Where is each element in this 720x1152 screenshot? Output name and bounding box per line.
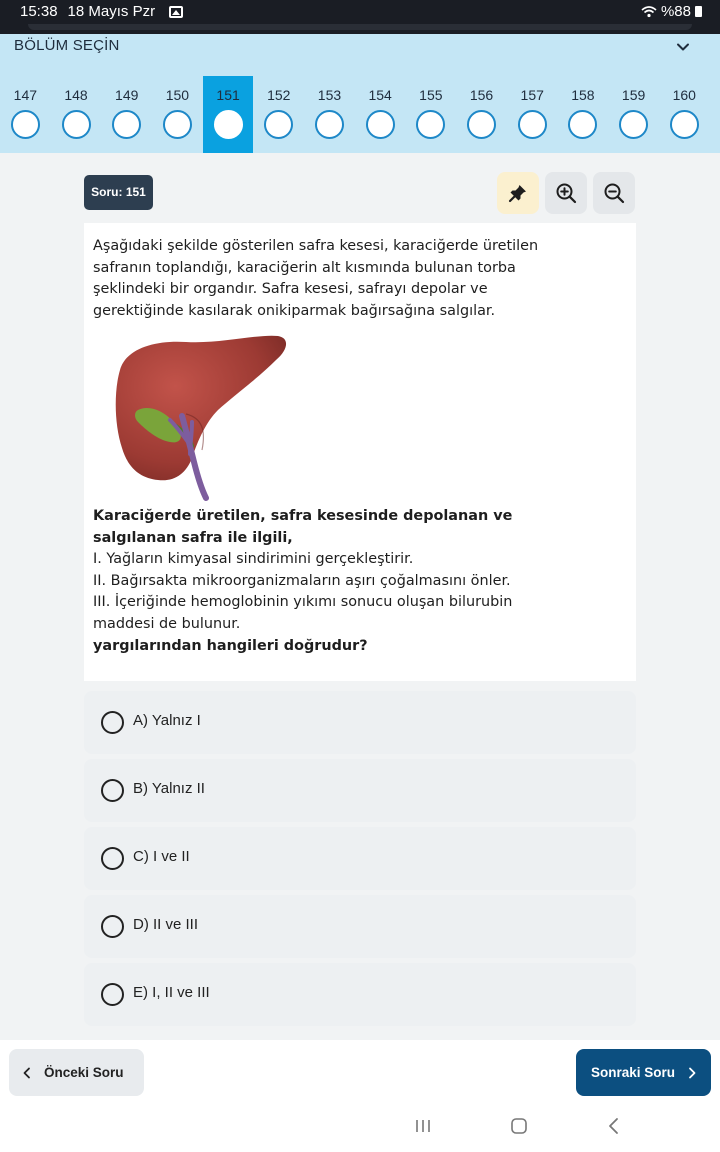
option-d[interactable]	[84, 895, 636, 958]
question-status-circle-icon[interactable]	[214, 110, 243, 139]
option-label: D) II ve III	[133, 916, 199, 933]
question-number: 153	[317, 87, 342, 103]
question-status-circle-icon[interactable]	[467, 110, 496, 139]
question-number: 150	[165, 87, 190, 103]
option-label: B) Yalnız II	[133, 780, 205, 797]
question-cell-152[interactable]	[253, 76, 304, 153]
question-number: 157	[520, 87, 544, 103]
question-status-circle-icon[interactable]	[62, 110, 91, 139]
intro-line: safranın toplandığı, karaciğerin alt kısmında bulunan torba	[93, 259, 516, 276]
question-status-circle-icon[interactable]	[366, 110, 395, 139]
statement-line: III. İçeriğinde hemoglobinin yıkımı sonucu oluşan bilurubin	[93, 594, 513, 611]
wifi-icon	[641, 6, 657, 18]
question-number: 151	[216, 87, 240, 103]
question-number: 158	[571, 87, 595, 103]
chevron-down-icon[interactable]	[676, 40, 690, 54]
question-number-badge: Soru: 151	[84, 175, 153, 210]
question-stem	[93, 506, 543, 549]
status-bar	[0, 0, 720, 24]
option-e[interactable]	[84, 963, 636, 1026]
question-status-circle-icon[interactable]	[670, 110, 699, 139]
next-question-label: Sonraki Soru	[591, 1065, 676, 1080]
question-number: 147	[13, 87, 38, 103]
question-status-circle-icon[interactable]	[163, 110, 192, 139]
question-cell-155[interactable]	[406, 76, 457, 153]
question-status-circle-icon[interactable]	[416, 110, 445, 139]
question-number: 159	[621, 87, 646, 103]
intro-line: şeklindeki bir organdır. Safra kesesi, safrayı depolar ve	[93, 281, 488, 298]
home-icon[interactable]	[509, 1116, 529, 1136]
zoom-out-icon	[603, 182, 625, 204]
question-number: 155	[419, 87, 443, 103]
radio-circle-icon[interactable]	[101, 779, 124, 802]
statement-line: II. Bağırsakta mikroorganizmaların aşırı çoğalmasını önler.	[93, 572, 511, 589]
radio-circle-icon[interactable]	[101, 983, 124, 1006]
section-title: BÖLÜM SEÇİN	[14, 37, 120, 54]
zoom-out-button[interactable]	[593, 172, 635, 214]
app-header-strip	[0, 24, 720, 34]
question-cell-153[interactable]	[304, 76, 355, 153]
chevron-right-icon	[687, 1067, 697, 1079]
question-number: 148	[64, 87, 88, 103]
chevron-left-icon	[22, 1067, 32, 1079]
question-status-circle-icon[interactable]	[11, 110, 40, 139]
pin-icon	[508, 183, 528, 203]
option-c[interactable]	[84, 827, 636, 890]
option-a[interactable]	[84, 691, 636, 754]
status-time: 15:38	[20, 3, 58, 20]
battery-icon	[695, 6, 702, 17]
question-status-circle-icon[interactable]	[112, 110, 141, 139]
question-status-circle-icon[interactable]	[264, 110, 293, 139]
intro-line: gerektiğinde kasılarak onikiparmak bağırsağına salgılar.	[93, 303, 496, 320]
next-question-button[interactable]	[576, 1049, 711, 1096]
question-intro	[93, 236, 543, 323]
question-cell-159[interactable]	[608, 76, 659, 153]
image-notification-icon	[169, 6, 183, 18]
stem-line: salgılanan safra ile ilgili,	[93, 529, 293, 546]
question-number: 160	[672, 87, 696, 103]
previous-question-label: Önceki Soru	[44, 1065, 124, 1080]
question-number: 156	[469, 87, 494, 103]
question-navigator	[0, 76, 720, 153]
question-status-circle-icon[interactable]	[619, 110, 648, 139]
question-cell-158[interactable]	[558, 76, 609, 153]
question-status-circle-icon[interactable]	[315, 110, 344, 139]
statement-line: maddesi de bulunur.	[93, 616, 241, 633]
question-cell-151[interactable]	[203, 76, 254, 153]
recent-apps-icon[interactable]	[414, 1116, 432, 1136]
zoom-in-icon	[555, 182, 577, 204]
question-cell-160[interactable]	[659, 76, 710, 153]
previous-question-button[interactable]	[9, 1049, 144, 1096]
back-icon[interactable]	[606, 1116, 622, 1136]
radio-circle-icon[interactable]	[101, 915, 124, 938]
question-status-circle-icon[interactable]	[518, 110, 547, 139]
status-date: 18 Mayıs Pzr	[67, 3, 156, 20]
zoom-in-button[interactable]	[545, 172, 587, 214]
question-closing: yargılarından hangileri doğrudur?	[93, 637, 368, 654]
question-number: 152	[267, 87, 291, 103]
stem-line: Karaciğerde üretilen, safra kesesinde depolanan ve	[93, 508, 513, 524]
option-label: A) Yalnız I	[133, 712, 201, 729]
question-number: 154	[368, 87, 392, 103]
statement-line: I. Yağların kimyasal sindirimini gerçekleştirir.	[93, 551, 414, 567]
question-cell-154[interactable]	[355, 76, 406, 153]
radio-circle-icon[interactable]	[101, 847, 124, 870]
question-cell-156[interactable]	[456, 76, 507, 153]
question-cell-147[interactable]	[0, 76, 51, 153]
pin-button[interactable]	[497, 172, 539, 214]
question-status-circle-icon[interactable]	[568, 110, 597, 139]
question-cell-150[interactable]	[152, 76, 203, 153]
option-label: C) I ve II	[133, 848, 190, 865]
statements-list	[93, 549, 543, 658]
option-label: E) I, II ve III	[133, 984, 210, 1001]
question-cell-157[interactable]	[507, 76, 558, 153]
battery-level: %88	[660, 3, 691, 20]
radio-circle-icon[interactable]	[101, 711, 124, 734]
question-number: 149	[115, 87, 139, 103]
section-selector[interactable]	[0, 34, 720, 76]
option-b[interactable]	[84, 759, 636, 822]
intro-line: Aşağıdaki şekilde gösterilen safra kesesi, karaciğerde üretilen	[93, 238, 539, 254]
liver-gallbladder-illustration	[106, 330, 291, 502]
question-cell-148[interactable]	[51, 76, 102, 153]
question-cell-149[interactable]	[101, 76, 152, 153]
